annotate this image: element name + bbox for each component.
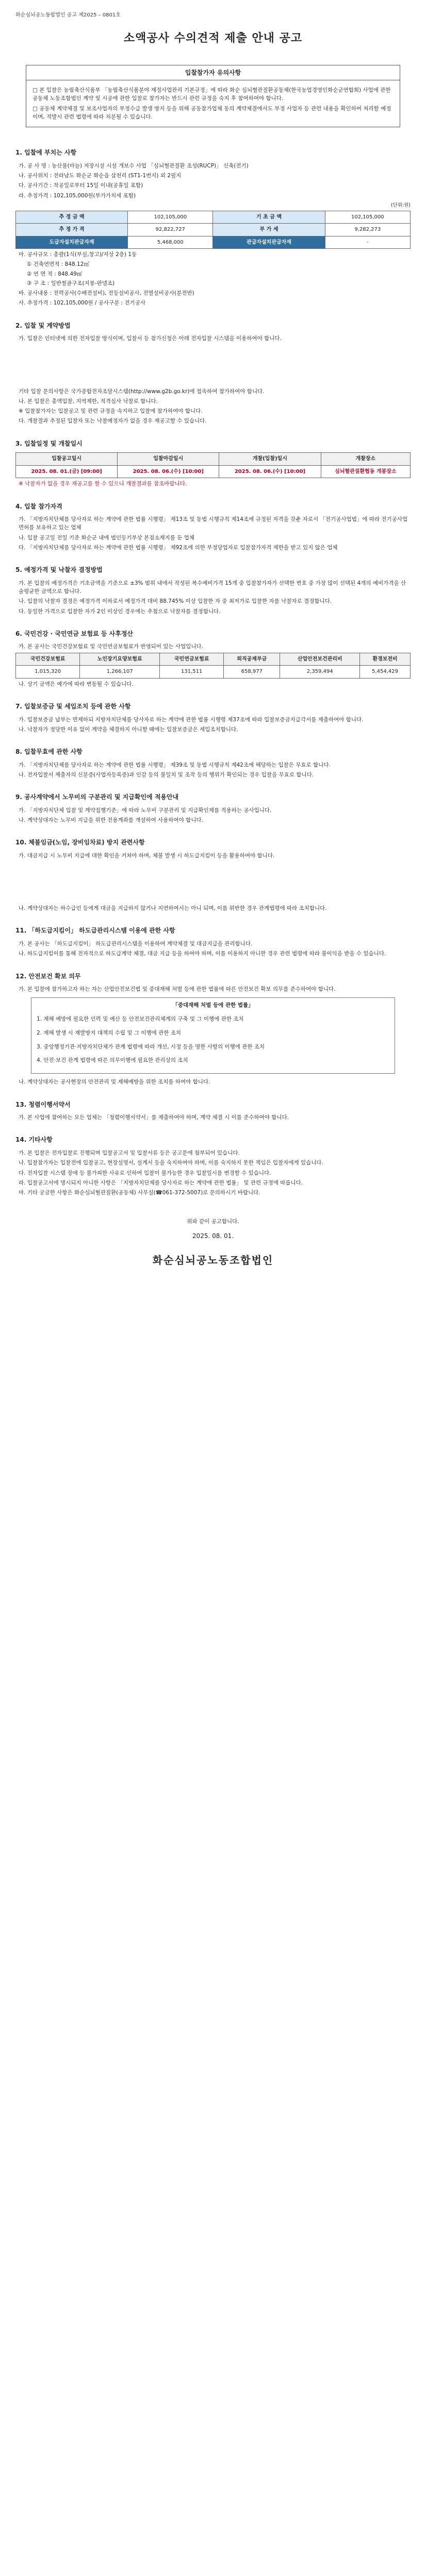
section-item: 나. 입찰의 낙찰자 결정은 예정가격 이하로서 예정가격 대비 88.745% 이상 입찰한 자 중 최저가로 입찰한 자를 낙찰자로 결정합니다. [19, 598, 332, 605]
table-cell: 도급자설치관급자재 [16, 236, 128, 249]
table-cell: 102,105,000 [325, 211, 410, 224]
section-item: 나. 입찰참가자는 입찰전에 입찰공고, 현장설명서, 설계서 등을 숙지하여야 하며, 이를 숙지하지 못한 책임은 입찰자에게 있습니다. [19, 1160, 323, 1166]
section-item: 다. 전자입찰 시스템 장애 등 불가피한 사유로 인하여 입찰이 불가능한 경우 입찰일시를 변경할 수 있습니다. [19, 1170, 271, 1176]
section-title: 7. 입찰보증금 및 세입조치 등에 관한 사항 [15, 702, 131, 710]
table-header: 산업안전보건관리비 [280, 653, 360, 666]
section-item: 가. 대금지급 시 노무비 지급에 대한 확인을 거쳐야 하며, 체불 발생 시 하도급지킴이 등을 활용하여야 합니다. [19, 852, 275, 859]
section-item: 가. 입찰은 인터넷에 의한 전자입찰 방식이며, 입찰서 등 참가신청은 아래 전자입찰 시스템을 이용하여야 합니다. [19, 335, 282, 342]
section-title: 1. 입찰에 부치는 사항 [15, 149, 77, 157]
document [15, 0, 411, 1268]
table-cell: 2025. 08. 06.(수) [10:00] [118, 465, 219, 478]
organization-name: 화순심뇌공노동조합법인 [152, 1253, 274, 1266]
law-box [31, 997, 395, 1074]
table-header: 입찰마감일시 [118, 453, 219, 466]
section-title: 2. 입찰 및 계약방법 [15, 321, 71, 329]
section-item: 가. 본 입찰은 전자입찰로 진행되며 입찰공고서 및 입찰서류 등은 공고문에 첨부되어 있습니다. [19, 1149, 240, 1156]
schedule-note: ※ 낙찰자가 없을 경우 재공고를 할 수 있으니 개찰결과를 참조바랍니다. [19, 481, 187, 487]
table-cell: 관급자설치관급자재 [213, 236, 325, 249]
section-item: 나. 낙찰자가 정당한 이유 없이 계약을 체결하지 아니할 때에는 입찰보증금은 세입조치합니다. [19, 726, 238, 733]
table-header: 환경보전비 [360, 653, 411, 666]
table-cell: 심뇌혈관질환협동 개봉장소 [321, 465, 410, 478]
section-item: 가. 본 입찰에 참가하고자 하는 자는 산업안전보건법 및 중대재해 처벌 등에 관한 법률에 따른 안전보건 확보 의무를 준수하여야 합니다. [19, 986, 336, 993]
table-cell: 기 초 금 액 [213, 211, 325, 224]
law-box-line: 3. 중앙행정기관·지방자치단체가 관계 법령에 따라 개선, 시정 등을 명한 사항의 이행에 관한 조치 [37, 1043, 265, 1050]
section-item: 나. 계약상대자는 노무비 지급을 위한 전용계좌를 개설하여 사용하여야 합니다. [19, 817, 203, 824]
section-item: 가. 「지방자치단체를 당사자로 하는 계약에 관한 법률 시행령」 제39조 및 동법 시행규칙 제42조에 해당하는 입찰은 무효로 합니다. [19, 761, 331, 768]
table-cell: 131,511 [160, 666, 224, 679]
table-row [16, 465, 411, 478]
table-cell: 658,977 [224, 666, 280, 679]
section-item: 다. 개찰결과 추정된 입찰자 또는 낙찰예정자가 없을 경우 재공고할 수 있습니다. [19, 418, 207, 425]
section-item: 가. 입찰보증금 납부는 면제하되 지방자치단체를 당사자로 하는 계약에 관한 법률 시행령 제37조에 따라 입찰보증금지급각서를 제출하여야 합니다. [19, 716, 364, 723]
section-subitem: ③ 구 조 : 일반철골구조(지붕-판넬조) [27, 280, 115, 286]
section-item: 다. 「지방자치단체를 당사자로 하는 계약에 관한 법률 시행령」 제92조에 의한 부정당업자로 입찰참가자격 제한을 받고 있지 않은 업체 [19, 544, 338, 551]
section-item: 다. 공사기간 : 착공일로부터 15일 이내(공휴일 포함) [19, 182, 143, 189]
section-item: 가. 본 공사는 국민건강보험료 및 국민연금보험료가 반영되어 있는 사업입니다. [19, 643, 203, 650]
section-item: 나. 전자입찰서 제출자의 신분증(사업자등록증)과 인감 등의 불일치 및 조작 등의 행위가 확인되는 경우 입찰을 무효로 합니다. [19, 771, 314, 778]
schedule-table [15, 452, 411, 478]
table-cell: 추 정 금 액 [16, 211, 128, 224]
section-item: 마. 기타 궁금한 사항은 화순심뇌혈관질환(공동체) 사무실(☎061-372-5007)로 문의하시기 바랍니다. [19, 1190, 260, 1196]
table-header: 퇴직공제부금 [224, 653, 280, 666]
law-box-line: 1. 재해 예방에 필요한 인력 및 예산 등 안전보건관리체계의 구축 및 그 이행에 관한 조치 [37, 1016, 244, 1023]
section-item: 기타 입찰 문의사항은 국가종합전자조달시스템(http://www.g2b.go.kr)에 접속하여 참가하여야 합니다. [19, 388, 265, 395]
table-header: 국민건강보험료 [16, 653, 80, 666]
law-box-heading: 「중대재해 처벌 등에 관한 법률」 [172, 1002, 254, 1009]
section-item: 가. 공 사 명 : 농산물(마늘) 저장시설 시설 개보수 사업 「심뇌혈관질환 조성(RUCP)」 신축(전기) [19, 162, 249, 169]
section-title: 14. 기타사항 [15, 1136, 53, 1144]
notice-heading: 입찰참가자 유의사항 [26, 65, 400, 81]
table-cell: 1,266,107 [80, 666, 160, 679]
announcement-date: 2025. 08. 01. [192, 1232, 234, 1240]
section-item: 나. 상기 금액은 예가에 따라 변동될 수 있습니다. [19, 681, 134, 687]
table-cell: 추 정 가 격 [16, 224, 128, 236]
section-title: 8. 입찰무효에 관한 사항 [15, 748, 83, 756]
section-item: 마. 공사규모 : 총괄(1식(부실,창고)/지상 2층) 1동 [19, 251, 137, 258]
table-cell: 2,359,494 [280, 666, 360, 679]
section-item: 사. 추정가격 : 102,105,000원 / 공사구분 : 전기공사 [19, 300, 146, 307]
notice-box [26, 80, 400, 127]
page-title: 소액공사 수의견적 제출 안내 공고 [123, 31, 303, 45]
table-header: 국민연금보험료 [160, 653, 224, 666]
table-row [16, 211, 411, 224]
table-row [16, 236, 411, 249]
section-item: 다. 동일한 가격으로 입찰한 자가 2인 이상인 경우에는 추첨으로 낙찰자를 결정합니다. [19, 608, 221, 615]
table-header: 개찰(입찰)일시 [219, 453, 321, 466]
closing-text: 위와 같이 공고합니다. [187, 1218, 239, 1225]
document-number: 화순심뇌공노동합법인 공고 제2025 – 0801호 [15, 12, 121, 18]
table-cell: 1,015,320 [16, 666, 80, 679]
law-box-line: 2. 재해 발생 시 재발방지 대책의 수립 및 그 이행에 관한 조치 [37, 1029, 182, 1036]
section-title: 4. 입찰 참가자격 [15, 502, 62, 510]
table-cell: 102,105,000 [128, 211, 213, 224]
section-item: 가. 본 공사는 「하도급지킴이」 하도급관리시스템을 이용하여 계약체결 및 대금지급을 관리합니다. [19, 941, 253, 947]
section-item: 가. 「지방자치단체를 당사자로 하는 계약에 관한 법률 시행령」 제13조 및 동법 시행규칙 제14조에 규정된 자격을 갖춘 자로서 「전기공사업법」에 따라 전기공사업 면허를 보유하고 있는 업체 [19, 516, 408, 531]
section-item: 바. 공사내용 : 전력공사(수배전설비), 전등설비공사, 전열설비공사(분전반) [19, 290, 194, 297]
section-item: 나. 계약상대자는 하수급인 등에게 대금을 지급하지 않거나 지연하여서는 아니 되며, 이를 위반한 경우 관계법령에 따라 조치합니다. [19, 905, 327, 912]
table-header: 입찰공고일시 [16, 453, 118, 466]
notice-line: □ 공동체 계약체결 및 보조사업자의 부정수급 발생 방지 등을 위해 공동참가업체 동의 계약체결에서도 부정 사업자 등 관련 내용을 확인하여 처리할 예정이며, 적발시 관련 법령에 따라 처분될 수 있습니다. [32, 105, 391, 120]
insurance-table [15, 653, 411, 679]
section-item: 가. 본 입찰의 예정가격은 기초금액을 기준으로 ±3% 범위 내에서 작성된 복수예비가격 15개 중 입찰참가자가 선택한 번호 중 가장 많이 선택된 4개의 예비가격을 산술평균한 금액으로 합니다. [19, 580, 406, 595]
section-item: 나. 본 입찰은 총액입찰, 지역제한, 적격심사 낙찰로 합니다. [19, 398, 158, 404]
section-item: 라. 입찰공고서에 명시되지 아니한 사항은 「지방자치단체를 당사자로 하는 계약에 관한 법률」 및 관련 규정에 따릅니다. [19, 1179, 303, 1186]
section-title: 11. 「하도급지킴이」 하도급관리시스템 이용에 관한 사항 [15, 927, 175, 935]
price-table [15, 211, 411, 249]
table-unit: (단위:원) [390, 202, 411, 208]
table-cell: 9,282,273 [325, 224, 410, 236]
section-item: 나. 입찰 공고일 전일 기준 화순군 내에 법인등기부상 본점소재지를 둔 업체 [19, 534, 195, 541]
table-header: 개찰장소 [321, 453, 410, 466]
section-title: 5. 예정가격 및 낙찰자 결정방법 [15, 566, 103, 574]
section-title: 3. 입찰일정 및 개찰일시 [15, 439, 83, 447]
section-title: 12. 안전보건 확보 의무 [15, 972, 81, 980]
notice-line: □ 본 입찰은 농림축산식품부 「농림축산식품분야 재정사업관리 기본규정」에 따라 화순 심뇌혈관질환공동체(한국농업경영인화순군연합회) 사업에 관한 공동체 노동조합법인 계약 및 시공에 관한 입찰로 참가자는 반드시 관련 규정을 숙지 후 참여하여야 합니다. [32, 87, 391, 102]
section-item: 가. 「지방자치단체 입찰 및 계약집행기준」에 따라 노무비 구분관리 및 지급확인제를 적용하는 공사입니다. [19, 807, 272, 814]
table-cell: 5,468,000 [128, 236, 213, 249]
table-row [16, 224, 411, 236]
footer [15, 1217, 411, 1268]
table-cell: 5,454,429 [360, 666, 411, 679]
table-header-row [16, 453, 411, 466]
table-header: 노인장기요양보험료 [80, 653, 160, 666]
table-row [16, 666, 411, 679]
section-item: 나. 공사위치 : 전라남도 화순군 화순읍 삼천리 (ST1-1번지) 외 2필지 [19, 173, 182, 179]
law-box-line: 4. 안전·보건 관계 법령에 따른 의무이행에 필요한 관리상의 조치 [37, 1057, 188, 1064]
section-item: 나. 하도급지킴이를 통해 전자적으로 하도급계약 체결, 대금 지급 등을 하여야 하며, 이를 이용하지 아니한 경우 관련 법령에 따라 불이익을 받을 수 있습니다. [19, 951, 386, 957]
section-title: 13. 청렴이행서약서 [15, 1100, 71, 1108]
section-item: ※ 입찰참가자는 입찰공고 및 관련 규정을 숙지하고 입찰에 참가하여야 합니다. [19, 408, 203, 415]
section-subitem: ① 건축연면적 : 848.12㎡ [27, 261, 89, 268]
section-title: 10. 체불임금(노임, 장비임차료) 방지 관련사항 [15, 839, 145, 846]
section-item: 나. 계약상대자는 공사현장의 안전관리 및 재해예방을 위한 조치를 하여야 합니다. [19, 1079, 210, 1086]
table-cell: - [325, 236, 410, 249]
table-cell: 92,822,727 [128, 224, 213, 236]
table-cell: 부 가 세 [213, 224, 325, 236]
table-header-row [16, 653, 411, 666]
table-cell: 2025. 08. 01.(금) [09:00] [16, 465, 118, 478]
table-cell: 2025. 08. 06.(수) [10:00] [219, 465, 321, 478]
section-item: 가. 본 사업에 참여하는 모든 업체는 「청렴이행서약서」를 제출하여야 하며, 계약 체결 시 이를 준수하여야 합니다. [19, 1114, 289, 1121]
section-title: 9. 공사계약에서 노무비의 구분관리 및 지급확인에 적용안내 [15, 793, 179, 801]
section-item: 라. 추정가격 : 102,105,000원(부가가치세 포함) [19, 192, 136, 199]
section-title: 6. 국민건강 · 국민연금 보험료 등 사후정산 [15, 630, 134, 637]
section-subitem: ② 연 면 적 : 848.49㎡ [27, 270, 83, 277]
